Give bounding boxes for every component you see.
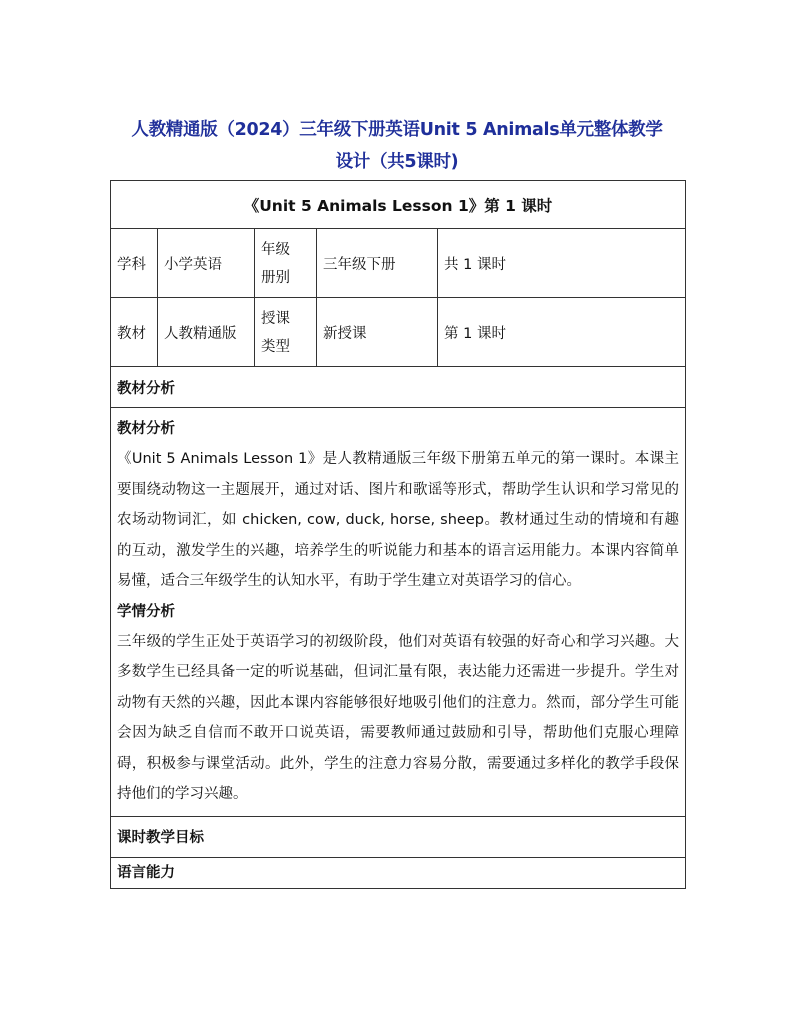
lesson-number-value: 第 1 课时 <box>438 298 686 367</box>
subject-label: 学科 <box>111 229 158 298</box>
grade-value: 三年级下册 <box>317 229 438 298</box>
grade-label-line-1: 年级 <box>261 242 290 258</box>
student-analysis-text: 三年级的学生正处于英语学习的初级阶段，他们对英语有较强的好奇心和学习兴趣。大多数学生已经具备一定的听说基础，但词汇量有限，表达能力还需进一步提升。学生对动物有天然的兴趣，因此本课内容能够很好地吸引他们的注意力。然而，部分学生可能会因为缺乏自信而不敢开口说英语，需要教师通过鼓励和引导，帮助他们克服心理障碍，积极参与课堂活动。此外，学生的注意力容易分散，需要通过多样化的教学手段保持他们的学习兴趣。 <box>117 633 680 802</box>
textbook-label: 教材 <box>111 298 158 367</box>
lesson-type-label <box>255 298 317 367</box>
subject-value: 小学英语 <box>158 229 255 298</box>
lesson-type-label-line-2: 类型 <box>261 339 290 355</box>
language-ability-subhead: 语言能力 <box>111 857 686 888</box>
lesson-plan-table <box>110 180 686 889</box>
grade-label-line-2: 册别 <box>261 270 290 286</box>
document-title <box>95 114 699 178</box>
material-analysis-subhead: 教材分析 <box>117 421 175 437</box>
section-material-analysis: 教材分析 <box>111 367 686 408</box>
material-analysis-text: 《Unit 5 Animals Lesson 1》是人教精通版三年级下册第五单元的第一课时。本课主要围绕动物这一主题展开，通过对话、图片和歌谣等形式，帮助学生认识和学习常见的农场动物词汇，如 chicken, cow, duck, horse, sheep。教材通过生动的情境和有趣的互动，激发学生的兴趣，培养学生的听说能力和基本的语言运用能力。本课内容简单易懂，适合三年级学生的认知水平，有助于学生建立对英语学习的信心。 <box>117 451 680 589</box>
textbook-value: 人教精通版 <box>158 298 255 367</box>
lesson-type-value: 新授课 <box>317 298 438 367</box>
grade-label <box>255 229 317 298</box>
student-analysis-subhead: 学情分析 <box>117 603 175 620</box>
lesson-type-label-line-1: 授课 <box>261 311 290 327</box>
document-title-line-1: 人教精通版（2024）三年级下册英语Unit 5 Animals单元整体教学 <box>131 120 663 140</box>
document-title-line-2: 设计（共5课时) <box>335 152 459 172</box>
lesson-title: 《Unit 5 Animals Lesson 1》第 1 课时 <box>111 181 686 229</box>
analysis-content <box>111 408 686 817</box>
total-lessons-value: 共 1 课时 <box>438 229 686 298</box>
section-teaching-goals: 课时教学目标 <box>111 816 686 857</box>
